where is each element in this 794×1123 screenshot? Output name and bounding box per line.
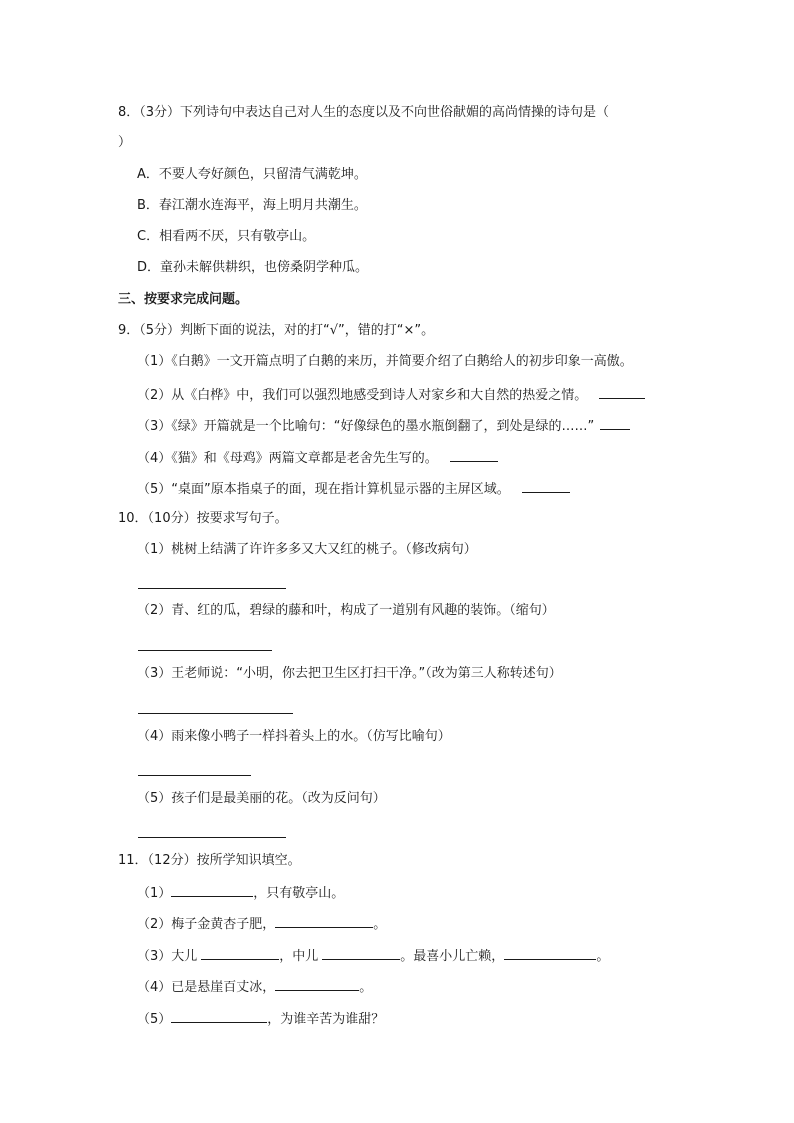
q9-item-4: （4）《猫》和《母鸡》两篇文章都是老舍先生写的。 <box>137 447 498 469</box>
answer-line[interactable] <box>138 837 286 838</box>
answer-line[interactable] <box>138 588 286 589</box>
q10-item-1: （1）桃树上结满了许许多多又大又红的桃子。（修改病句） <box>137 542 477 557</box>
answer-line[interactable] <box>138 713 293 714</box>
answer-blank[interactable] <box>275 913 373 928</box>
q10-item-3: （3）王老师说：“小明，你去把卫生区打扫干净。”（改为第三人称转述句） <box>137 666 562 681</box>
answer-line[interactable] <box>138 775 251 776</box>
q11-stem: 11．（12分）按所学知识填空。 <box>118 853 301 868</box>
q8-option-d: D．童孙未解供耕织，也傍桑阴学种瓜。 <box>137 260 369 275</box>
answer-blank[interactable] <box>599 384 645 399</box>
q8-stem: 8．（3分）下列诗句中表达自己对人生的态度以及不向世俗献媚的高尚情操的诗句是（ <box>118 105 610 120</box>
q8-option-b: B．春江潮水连海平，海上明月共潮生。 <box>137 198 367 213</box>
q9-stem: 9．（5分）判断下面的说法，对的打“√”，错的打“×”。 <box>118 323 435 338</box>
q9-item-5: （5）“桌面”原本指桌子的面，现在指计算机显示器的主屏区域。 <box>137 478 570 500</box>
answer-blank[interactable] <box>171 882 253 897</box>
q10-item-2: （2）青、红的瓜，碧绿的藤和叶，构成了一道别有风趣的装饰。（缩句） <box>137 603 555 618</box>
answer-blank[interactable] <box>275 976 359 991</box>
answer-blank[interactable] <box>322 945 400 960</box>
q8-option-c: C．相看两不厌，只有敬亭山。 <box>137 229 316 244</box>
q11-item-5: （5） ，为谁辛苦为谁甜？ <box>137 1008 384 1030</box>
answer-blank[interactable] <box>504 945 596 960</box>
q9-item-1: （1）《白鹅》一文开篇点明了白鹅的来历，并简要介绍了白鹅给人的初步印象一高傲。 <box>137 354 633 369</box>
q11-item-1: （1） ，只有敬亭山。 <box>137 882 344 904</box>
answer-blank[interactable] <box>522 478 570 493</box>
q8-paren-close: ） <box>118 135 132 150</box>
answer-blank[interactable] <box>171 1008 267 1023</box>
q10-item-5: （5）孩子们是最美丽的花。（改为反问句） <box>137 791 386 806</box>
q9-item-3: （3）《绿》开篇就是一个比喻句：“好像绿色的墨水瓶倒翻了，到处是绿的……” <box>137 415 630 437</box>
q11-item-3: （3）大儿 ，中儿 。最喜小儿亡赖， 。 <box>137 945 609 967</box>
section-title: 三、按要求完成问题。 <box>118 292 249 307</box>
answer-blank[interactable] <box>201 945 279 960</box>
q9-item-2: （2）从《白桦》中，我们可以强烈地感受到诗人对家乡和大自然的热爱之情。 <box>137 384 645 406</box>
q10-item-4: （4）雨来像小鸭子一样抖着头上的水。（仿写比喻句） <box>137 729 451 744</box>
q11-item-4: （4）已是悬崖百丈冰， 。 <box>137 976 372 998</box>
answer-blank[interactable] <box>600 415 630 430</box>
q10-stem: 10．（10分）按要求写句子。 <box>118 511 288 526</box>
answer-line[interactable] <box>138 650 272 651</box>
q8-option-a: A．不要人夸好颜色，只留清气满乾坤。 <box>137 167 367 182</box>
q11-item-2: （2）梅子金黄杏子肥， 。 <box>137 913 386 935</box>
answer-blank[interactable] <box>450 447 498 462</box>
